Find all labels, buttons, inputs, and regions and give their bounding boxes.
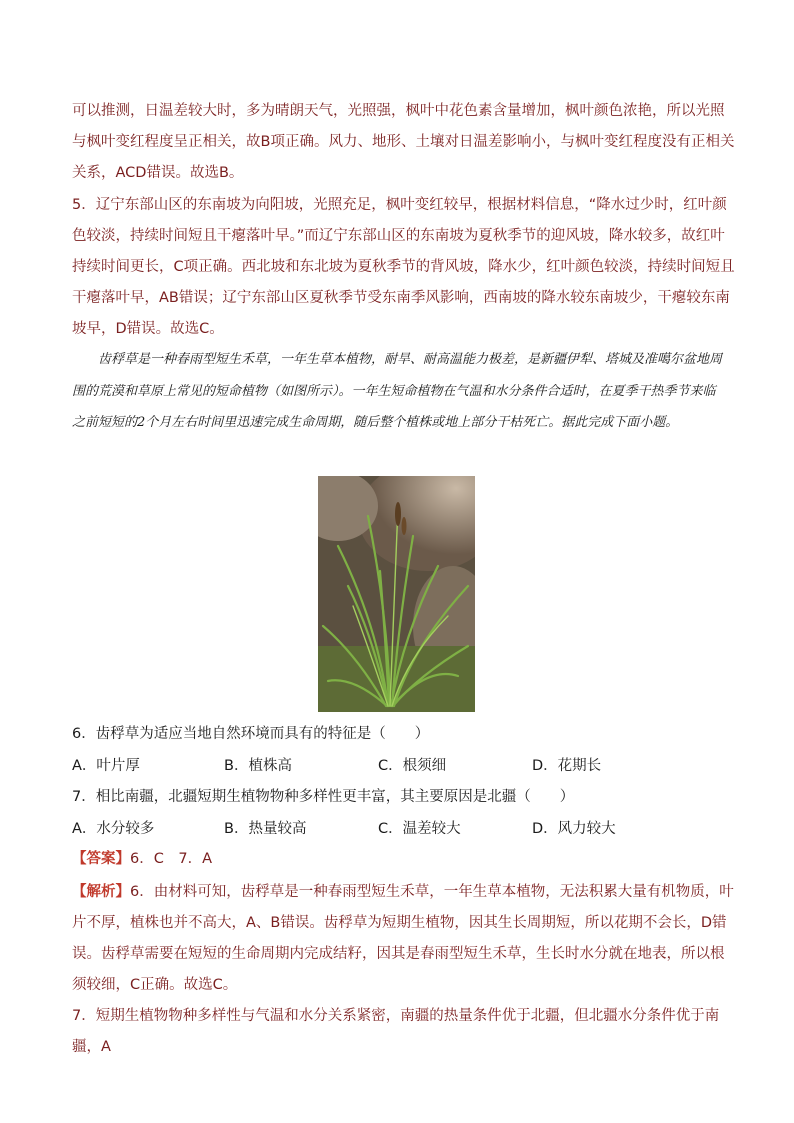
- answer-line: [72, 848, 736, 870]
- question-6-options: [72, 755, 736, 777]
- question-6-stem: 6．齿稃草为适应当地自然环境而具有的特征是（ ）: [72, 726, 430, 742]
- q6-option-d: D．花期长: [532, 758, 602, 774]
- q7-option-b: B．热量较高: [224, 821, 307, 837]
- q6-option-c: C．根须细: [378, 758, 447, 774]
- analysis-q7: 7．短期生植物物种多样性与气温和水分关系紧密，南疆的热量条件优于北疆，但北疆水分条件优于南疆，A: [72, 1008, 720, 1055]
- q6-option-a: A．叶片厚: [72, 758, 140, 774]
- reading-material: 齿稃草是一种春雨型短生禾草，一年生草本植物，耐旱、耐高温能力极差，是新疆伊犁、塔城及准噶尔盆地周围的荒漠和草原上常见的短命植物（如图所示）。一年生短命植物在气温和水分条件合适时，在夏季干热季节来临之前短短的2个月左右时间里迅速完成生命周期，随后整个植株或地上部分干枯死亡。据此完成下面小题。: [72, 352, 723, 430]
- answer-text: 6．C 7．A: [130, 851, 212, 867]
- analysis-q6: [72, 877, 736, 1001]
- grass-illustration: [318, 476, 475, 712]
- analysis-tag: 【解析】: [72, 884, 130, 900]
- q7-option-a: A．水分较多: [72, 821, 155, 837]
- answer-tag: 【答案】: [72, 851, 130, 867]
- explanation-q5: 5．辽宁东部山区的东南坡为向阳坡，光照充足，枫叶变红较早，根据材料信息，“降水过少时，红叶颜色较淡，持续时间短且干瘪落叶早。”而辽宁东部山区的东南坡为夏秋季节的迎风坡，降水较多，故红叶持续时间更长，C项正确。西北坡和东北坡为夏秋季节的背风坡，降水少，红叶颜色较淡，持续时间短且干瘪落叶早，AB错误；辽宁东部山区夏秋季节受东南季风影响，西南坡的降水较东南坡少，干瘪较东南坡早，D错误。故选C。: [72, 197, 735, 337]
- q7-option-d: D．风力较大: [532, 821, 616, 837]
- explanation-q4-end: 可以推测，日温差较大时，多为晴朗天气，光照强，枫叶中花色素含量增加，枫叶颜色浓艳，所以光照与枫叶变红程度呈正相关，故B项正确。风力、地形、土壤对日温差影响小，与枫叶变红程度没有正相关关系，ACD错误。故选B。: [72, 103, 735, 181]
- q6-option-b: B．植株高: [224, 758, 292, 774]
- analysis-text: 6．由材料可知，齿稃草是一种春雨型短生禾草，一年生草本植物，无法积累大量有机物质，叶片不厚，植株也并不高大，A、B错误。齿稃草为短期生植物，因其生长周期短，所以花期不会长，D错误。齿稃草需要在短短的生命周期内完成结籽，因其是春雨型短生禾草，生长时水分就在地表，所以根须较细，C正确。故选C。: [72, 884, 734, 993]
- question-7-stem: 7．相比南疆，北疆短期生植物物种多样性更丰富，其主要原因是北疆（ ）: [72, 789, 575, 805]
- q7-option-c: C．温差较大: [378, 821, 461, 837]
- grass-photo: [318, 476, 475, 712]
- question-7-options: [72, 818, 736, 840]
